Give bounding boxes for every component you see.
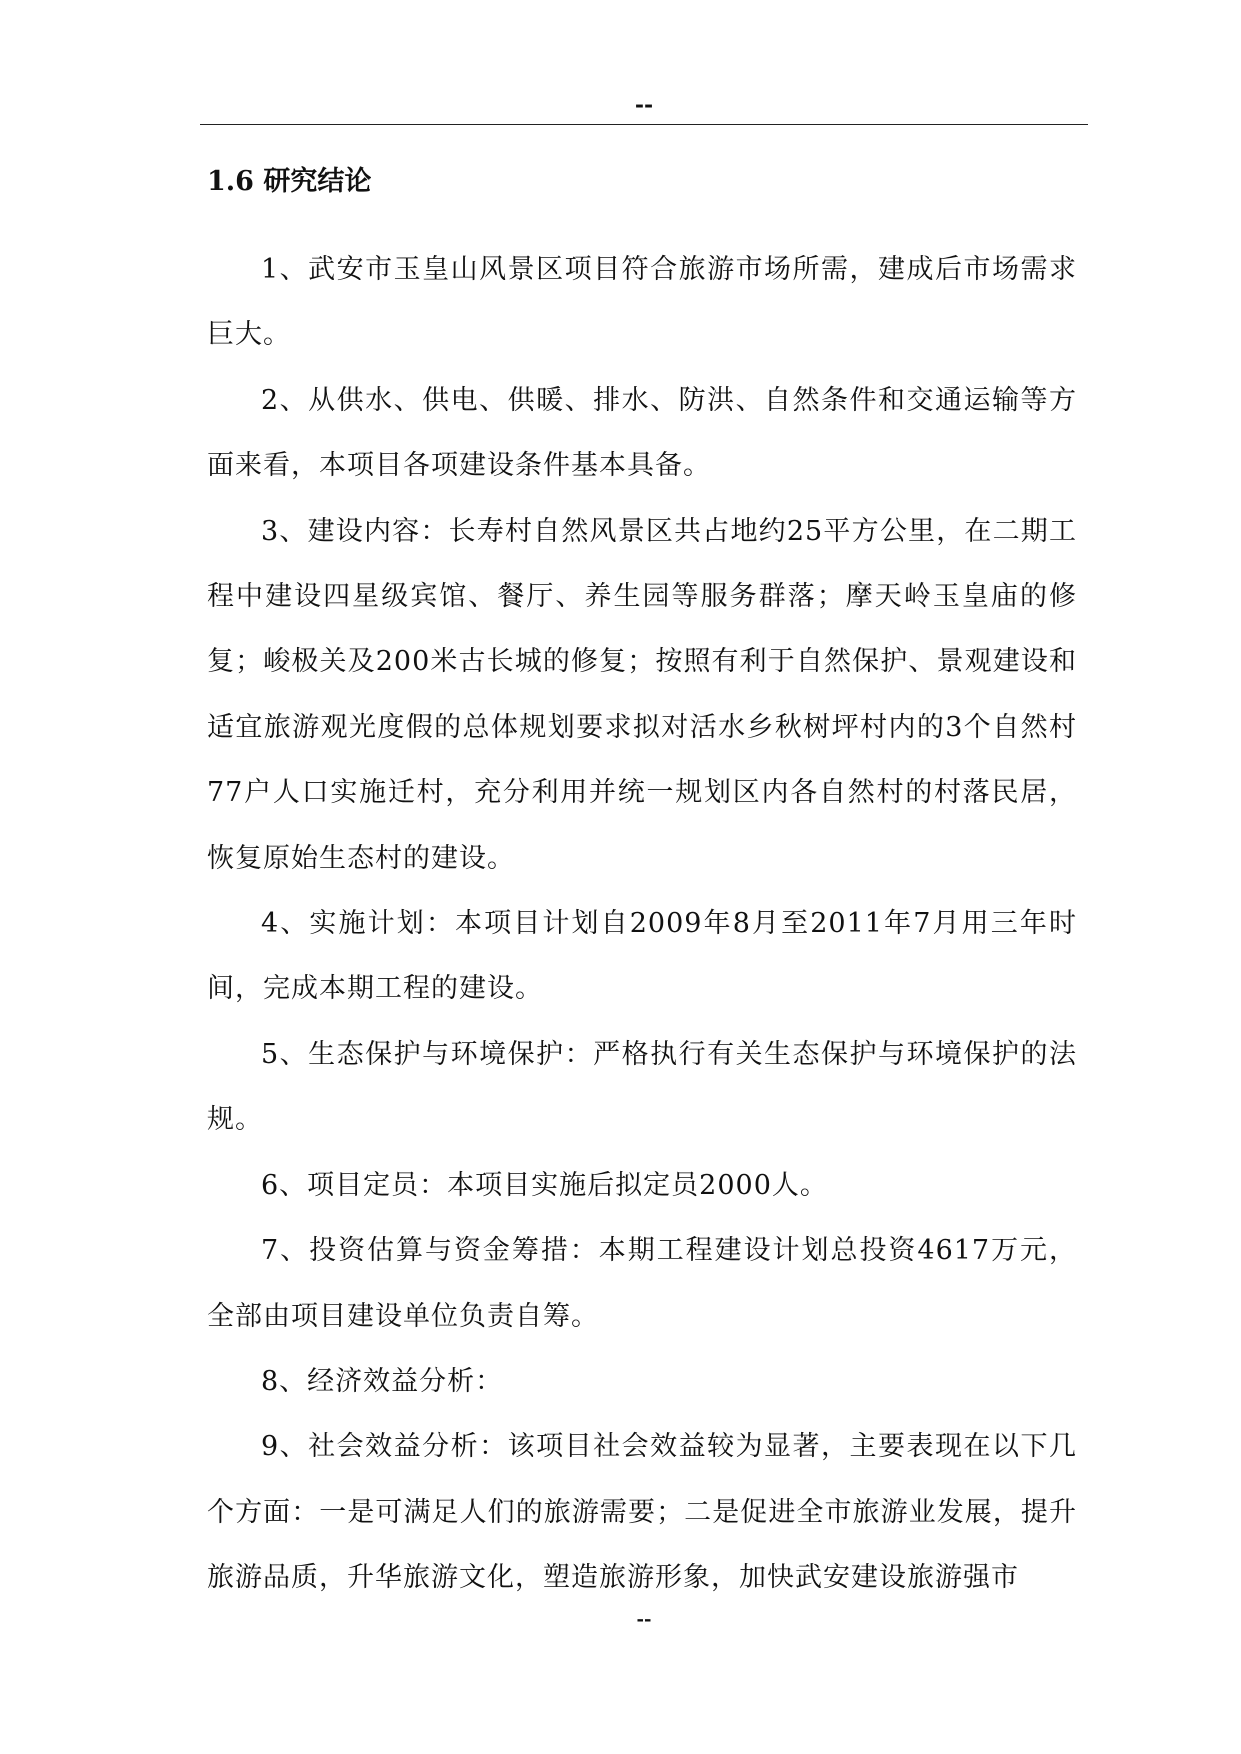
paragraph-9-social-benefit: 9、社会效益分析：该项目社会效益较为显著，主要表现在以下几个方面：一是可满足人们的旅游需要；二是促进全市旅游业发展，提升旅游品质，升华旅游文化，塑造旅游形象，加快武安建设旅游强市 <box>207 1431 1077 1594</box>
page-footer-marker: -- <box>636 1609 652 1630</box>
paragraph-5-environmental-protection: 5、生态保护与环境保护：严格执行有关生态保护与环境保护的法规。 <box>207 1038 1077 1136</box>
section-heading: 1.6 研究结论 <box>207 166 372 197</box>
paragraph-4-implementation-plan: 4、实施计划：本项目计划自2009年8月至2011年7月用三年时间，完成本期工程的建设。 <box>207 908 1077 1005</box>
paragraph-8-economic-benefit: 8、经济效益分析： <box>261 1365 504 1397</box>
paragraph-7-investment: 7、投资估算与资金筹措：本期工程建设计划总投资4617万元，全部由项目建设单位负责自筹。 <box>207 1235 1077 1332</box>
paragraph-1-market-demand: 1、武安市玉皇山风景区项目符合旅游市场所需，建成后市场需求巨大。 <box>207 254 1077 351</box>
header-divider <box>200 124 1088 125</box>
paragraph-2-construction-conditions: 2、从供水、供电、供暖、排水、防洪、自然条件和交通运输等方面来看，本项目各项建设条件基本具备。 <box>207 384 1077 482</box>
paragraph-6-staffing: 6、项目定员：本项目实施后拟定员2000人。 <box>261 1169 828 1201</box>
page-header-marker: -- <box>634 92 654 118</box>
paragraph-3-construction-content: 3、建设内容：长寿村自然风景区共占地约25平方公里，在二期工程中建设四星级宾馆、餐厅、养生园等服务群落；摩天岭玉皇庙的修复；峻极关及200米古长城的修复；按照有利于自然保护、景观建设和适宜旅游观光度假的总体规划要求拟对活水乡秋树坪村内的3个自然村77户人口实施迁村，充分利用并统一规划区内各自然村的村落民居，恢复原始生态村的建设。 <box>207 515 1077 874</box>
conclusion-body <box>207 237 1077 1611</box>
